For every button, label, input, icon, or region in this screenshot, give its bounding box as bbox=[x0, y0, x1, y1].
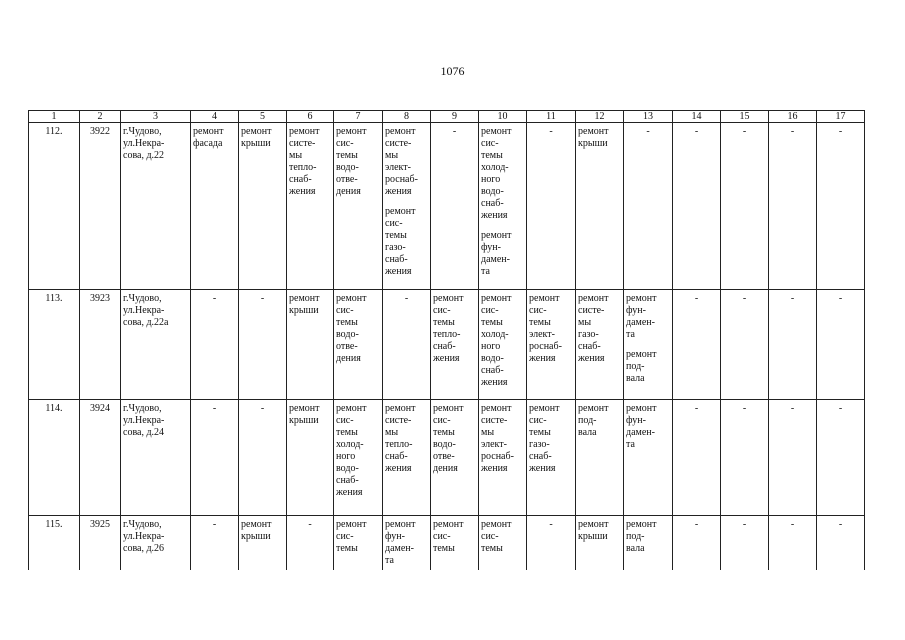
empty-work-cell bbox=[769, 400, 817, 516]
cell-text-line: темы bbox=[336, 427, 358, 438]
cell-text-line: темы bbox=[529, 427, 551, 438]
cell-text-line: сис- bbox=[481, 138, 499, 149]
cell-text-line: газо- bbox=[578, 329, 599, 340]
empty-work-cell bbox=[817, 516, 865, 571]
cell-text-line: сис- bbox=[336, 138, 354, 149]
cell-text-line: - bbox=[694, 403, 699, 414]
empty-work-cell bbox=[673, 123, 721, 290]
work-type-cell bbox=[527, 290, 576, 400]
column-number-cell: 7 bbox=[334, 111, 383, 123]
cell-text-line: водо- bbox=[481, 353, 504, 364]
cell-text-line: ремонт bbox=[626, 519, 657, 530]
cell-text-line: водо- bbox=[336, 329, 359, 340]
empty-work-cell bbox=[624, 123, 673, 290]
column-number-cell: 4 bbox=[191, 111, 239, 123]
cell-text-line: темы bbox=[481, 150, 503, 161]
cell-text-line: ул.Некра- bbox=[123, 138, 165, 149]
cell-text-line: мы bbox=[385, 427, 399, 438]
table-row bbox=[29, 290, 865, 400]
work-type-cell bbox=[334, 290, 383, 400]
work-type-cell bbox=[527, 400, 576, 516]
cell-text-line: водо- bbox=[336, 162, 359, 173]
column-number-cell: 15 bbox=[721, 111, 769, 123]
empty-work-cell bbox=[721, 516, 769, 571]
cell-text-line: - bbox=[646, 126, 650, 137]
cell-text-line: холод- bbox=[481, 162, 509, 173]
cell-text-line: элект- bbox=[481, 439, 507, 450]
cell-text-line: - bbox=[212, 293, 217, 304]
cell-text-line: дения bbox=[433, 463, 458, 474]
work-type-cell bbox=[287, 400, 334, 516]
cell-text-line: - bbox=[742, 519, 747, 530]
work-type-cell bbox=[431, 400, 479, 516]
cell-text-line: мы bbox=[385, 150, 399, 161]
address-cell bbox=[121, 290, 191, 400]
cell-text-line: снаб- bbox=[433, 341, 456, 352]
cell-text-line: крыши bbox=[578, 138, 608, 149]
cell-text-line: ремонт bbox=[578, 519, 609, 530]
address-cell bbox=[121, 400, 191, 516]
cell-text-line: систе- bbox=[385, 415, 412, 426]
cell-text-line: жения bbox=[289, 186, 316, 197]
cell-text-line: сис- bbox=[481, 531, 499, 542]
cell-text-line: ремонт bbox=[336, 519, 367, 530]
page-number: 1076 bbox=[440, 64, 465, 78]
cell-text-line: снаб- bbox=[578, 341, 601, 352]
cell-text-line: фун- bbox=[481, 242, 501, 253]
work-type-cell bbox=[383, 123, 431, 290]
empty-work-cell bbox=[817, 123, 865, 290]
cell-text-line: - bbox=[742, 126, 747, 137]
cell-text-line: ул.Некра- bbox=[123, 531, 165, 542]
empty-work-cell bbox=[191, 516, 239, 571]
cell-text-line: ремонт bbox=[385, 206, 416, 217]
work-type-cell bbox=[576, 123, 624, 290]
cell-text-line: элект- bbox=[529, 329, 555, 340]
address-cell bbox=[121, 516, 191, 571]
cell-text-line: вала bbox=[578, 427, 597, 438]
cell-text-line: под- bbox=[626, 531, 645, 542]
work-type-cell bbox=[624, 400, 673, 516]
cell-text-line: жения bbox=[529, 353, 556, 364]
table-row bbox=[29, 400, 865, 516]
cell-text-line: сис- bbox=[336, 305, 354, 316]
cell-text-line: роснаб- bbox=[481, 451, 514, 462]
work-type-cell bbox=[431, 290, 479, 400]
empty-work-cell bbox=[287, 516, 334, 571]
cell-text-line: - bbox=[212, 519, 217, 530]
cell-text-line: снаб- bbox=[289, 174, 312, 185]
cell-text-line: снаб- bbox=[481, 198, 504, 209]
cell-text-line: крыши bbox=[578, 531, 608, 542]
cell-text-line: ремонт bbox=[529, 293, 560, 304]
cell-text-line: - bbox=[212, 403, 217, 414]
work-type-cell bbox=[576, 400, 624, 516]
cell-text-line: снаб- bbox=[481, 365, 504, 376]
cell-text-line: ного bbox=[481, 341, 501, 352]
cell-text-line: ремонт bbox=[626, 349, 657, 360]
cell-text-line: ремонт bbox=[385, 126, 416, 137]
empty-work-cell bbox=[673, 400, 721, 516]
cell-text-line: отве- bbox=[336, 341, 358, 352]
cell-text-line: г.Чудово, bbox=[123, 403, 162, 414]
cell-text-line: сис- bbox=[529, 305, 547, 316]
cell-text-line: ремонт bbox=[578, 126, 609, 137]
cell-text-line: - bbox=[790, 126, 795, 137]
cell-text-line: - bbox=[404, 293, 409, 304]
cell-text-line: ремонт bbox=[481, 519, 512, 530]
cell-text-line: - bbox=[549, 519, 553, 530]
cell-text-line: жения bbox=[481, 210, 508, 221]
cell-text-line: - bbox=[838, 519, 843, 530]
cell-text-line: систе- bbox=[385, 138, 412, 149]
work-type-cell bbox=[191, 123, 239, 290]
cell-text-line: жения bbox=[336, 487, 363, 498]
row-number-cell: 114. bbox=[29, 400, 80, 516]
cell-text-line: ул.Некра- bbox=[123, 305, 165, 316]
cell-text-line: ного bbox=[481, 174, 501, 185]
cell-text-line: - bbox=[838, 403, 843, 414]
cell-spacer bbox=[385, 198, 428, 206]
table-row bbox=[29, 123, 865, 290]
work-type-cell bbox=[334, 400, 383, 516]
empty-work-cell bbox=[721, 123, 769, 290]
cell-text-line: крыши bbox=[289, 305, 319, 316]
cell-text-line: ремонт bbox=[385, 403, 416, 414]
cell-text-line: темы bbox=[336, 150, 358, 161]
work-type-cell bbox=[576, 290, 624, 400]
cell-text-line: жения bbox=[433, 353, 460, 364]
cell-text-line: сова, д.26 bbox=[123, 543, 165, 554]
column-number-cell: 8 bbox=[383, 111, 431, 123]
column-number-cell: 14 bbox=[673, 111, 721, 123]
cell-text-line: - bbox=[742, 293, 747, 304]
cell-text-line: сис- bbox=[433, 531, 451, 542]
cell-text-line: систе- bbox=[578, 305, 605, 316]
cell-text-line: роснаб- bbox=[385, 174, 418, 185]
cell-text-line: темы bbox=[481, 317, 503, 328]
cell-text-line: водо- bbox=[433, 439, 456, 450]
cell-text-line: под- bbox=[578, 415, 597, 426]
cell-text-line: ремонт bbox=[241, 126, 272, 137]
cell-text-line: темы bbox=[385, 230, 407, 241]
cell-text-line: та bbox=[626, 329, 635, 340]
cell-text-line: темы bbox=[433, 543, 455, 554]
cell-text-line: фасада bbox=[193, 138, 223, 149]
cell-text-line: сис- bbox=[336, 531, 354, 542]
cell-text-line: ремонт bbox=[578, 293, 609, 304]
cell-text-line: мы bbox=[578, 317, 592, 328]
empty-work-cell bbox=[191, 290, 239, 400]
cell-text-line: - bbox=[308, 519, 312, 530]
table-row bbox=[29, 516, 865, 571]
cell-text-line: - bbox=[694, 519, 699, 530]
cell-text-line: дамен- bbox=[385, 543, 414, 554]
cell-text-line: - bbox=[838, 293, 843, 304]
cell-text-line: та bbox=[385, 555, 394, 566]
cell-text-line: - bbox=[790, 519, 795, 530]
cell-text-line: ремонт bbox=[241, 519, 272, 530]
work-type-cell bbox=[479, 400, 527, 516]
empty-work-cell bbox=[769, 516, 817, 571]
cell-text-line: ремонт bbox=[433, 293, 464, 304]
object-id-cell: 3924 bbox=[80, 400, 121, 516]
empty-work-cell bbox=[721, 290, 769, 400]
work-type-cell bbox=[479, 123, 527, 290]
work-type-cell bbox=[479, 516, 527, 571]
work-type-cell bbox=[383, 400, 431, 516]
empty-work-cell bbox=[769, 290, 817, 400]
cell-text-line: ремонт bbox=[626, 403, 657, 414]
cell-text-line: сис- bbox=[433, 415, 451, 426]
cell-text-line: жения bbox=[385, 186, 412, 197]
cell-text-line: сова, д.22а bbox=[123, 317, 169, 328]
cell-text-line: ремонт bbox=[481, 293, 512, 304]
work-type-cell bbox=[334, 516, 383, 571]
cell-text-line: г.Чудово, bbox=[123, 293, 162, 304]
cell-text-line: водо- bbox=[336, 463, 359, 474]
column-number-cell: 1 bbox=[29, 111, 80, 123]
cell-text-line: сис- bbox=[529, 415, 547, 426]
cell-text-line: ремонт bbox=[481, 403, 512, 414]
column-number-cell: 16 bbox=[769, 111, 817, 123]
work-type-cell bbox=[239, 516, 287, 571]
cell-text-line: ремонт bbox=[336, 126, 367, 137]
cell-text-line: жения bbox=[578, 353, 605, 364]
cell-text-line: - bbox=[742, 403, 747, 414]
address-cell bbox=[121, 123, 191, 290]
work-type-cell bbox=[624, 516, 673, 571]
cell-text-line: сова, д.24 bbox=[123, 427, 165, 438]
cell-spacer bbox=[626, 341, 670, 349]
empty-work-cell bbox=[721, 400, 769, 516]
cell-text-line: тепло- bbox=[433, 329, 461, 340]
cell-text-line: сис- bbox=[385, 218, 403, 229]
cell-text-line: снаб- bbox=[336, 475, 359, 486]
cell-text-line: тепло- bbox=[289, 162, 317, 173]
row-number-cell: 112. bbox=[29, 123, 80, 290]
empty-work-cell bbox=[431, 123, 479, 290]
column-number-cell: 9 bbox=[431, 111, 479, 123]
cell-text-line: роснаб- bbox=[529, 341, 562, 352]
cell-text-line: жения bbox=[481, 463, 508, 474]
cell-text-line: сис- bbox=[481, 305, 499, 316]
cell-text-line: - bbox=[694, 126, 699, 137]
cell-text-line: дамен- bbox=[626, 427, 655, 438]
cell-text-line: фун- bbox=[385, 531, 405, 542]
repair-schedule-table bbox=[28, 110, 865, 570]
cell-text-line: темы bbox=[336, 543, 358, 554]
row-number-cell: 113. bbox=[29, 290, 80, 400]
work-type-cell bbox=[624, 290, 673, 400]
cell-text-line: сова, д.22 bbox=[123, 150, 165, 161]
cell-text-line: мы bbox=[289, 150, 303, 161]
cell-text-line: снаб- bbox=[385, 451, 408, 462]
cell-text-line: ремонт bbox=[481, 230, 512, 241]
column-number-cell: 17 bbox=[817, 111, 865, 123]
column-number-header bbox=[29, 111, 865, 123]
cell-text-line: жения bbox=[529, 463, 556, 474]
cell-text-line: ул.Некра- bbox=[123, 415, 165, 426]
cell-text-line: систе- bbox=[289, 138, 316, 149]
work-type-cell bbox=[479, 290, 527, 400]
cell-text-line: ремонт bbox=[529, 403, 560, 414]
cell-text-line: ремонт bbox=[626, 293, 657, 304]
cell-text-line: ремонт bbox=[578, 403, 609, 414]
cell-text-line: газо- bbox=[385, 242, 406, 253]
empty-work-cell bbox=[527, 516, 576, 571]
cell-text-line: дения bbox=[336, 353, 361, 364]
cell-text-line: ремонт bbox=[481, 126, 512, 137]
cell-text-line: мы bbox=[481, 427, 495, 438]
cell-text-line: крыши bbox=[289, 415, 319, 426]
column-number-cell: 5 bbox=[239, 111, 287, 123]
object-id-cell: 3922 bbox=[80, 123, 121, 290]
empty-work-cell bbox=[383, 290, 431, 400]
cell-text-line: элект- bbox=[385, 162, 411, 173]
column-number-cell: 11 bbox=[527, 111, 576, 123]
object-id-cell: 3925 bbox=[80, 516, 121, 571]
object-id-cell: 3923 bbox=[80, 290, 121, 400]
work-type-cell bbox=[239, 123, 287, 290]
cell-text-line: вала bbox=[626, 543, 645, 554]
column-number-cell: 2 bbox=[80, 111, 121, 123]
cell-text-line: - bbox=[790, 293, 795, 304]
work-type-cell bbox=[287, 123, 334, 290]
cell-text-line: жения bbox=[385, 266, 412, 277]
cell-text-line: ного bbox=[336, 451, 356, 462]
empty-work-cell bbox=[673, 290, 721, 400]
empty-work-cell bbox=[239, 290, 287, 400]
cell-text-line: темы bbox=[433, 317, 455, 328]
cell-text-line: ремонт bbox=[336, 293, 367, 304]
cell-text-line: - bbox=[260, 293, 265, 304]
work-type-cell bbox=[334, 123, 383, 290]
cell-text-line: ремонт bbox=[433, 519, 464, 530]
row-number-cell: 115. bbox=[29, 516, 80, 571]
cell-text-line: г.Чудово, bbox=[123, 519, 162, 530]
cell-text-line: ремонт bbox=[193, 126, 224, 137]
cell-text-line: фун- bbox=[626, 305, 646, 316]
cell-text-line: сис- bbox=[336, 415, 354, 426]
work-type-cell bbox=[431, 516, 479, 571]
column-number-cell: 3 bbox=[121, 111, 191, 123]
cell-text-line: крыши bbox=[241, 531, 271, 542]
cell-spacer bbox=[481, 222, 524, 230]
cell-text-line: отве- bbox=[433, 451, 455, 462]
cell-text-line: - bbox=[260, 403, 265, 414]
cell-text-line: темы bbox=[336, 317, 358, 328]
cell-text-line: жения bbox=[481, 377, 508, 388]
cell-text-line: ремонт bbox=[289, 126, 320, 137]
cell-text-line: снаб- bbox=[529, 451, 552, 462]
empty-work-cell bbox=[239, 400, 287, 516]
column-number-cell: 12 bbox=[576, 111, 624, 123]
cell-text-line: дамен- bbox=[481, 254, 510, 265]
cell-text-line: дения bbox=[336, 186, 361, 197]
cell-text-line: холод- bbox=[336, 439, 364, 450]
cell-text-line: ремонт bbox=[385, 519, 416, 530]
work-type-cell bbox=[287, 290, 334, 400]
cell-text-line: под- bbox=[626, 361, 645, 372]
cell-text-line: темы bbox=[481, 543, 503, 554]
cell-text-line: вала bbox=[626, 373, 645, 384]
cell-text-line: крыши bbox=[241, 138, 271, 149]
cell-text-line: ремонт bbox=[289, 403, 320, 414]
cell-text-line: - bbox=[838, 126, 843, 137]
cell-text-line: жения bbox=[385, 463, 412, 474]
cell-text-line: систе- bbox=[481, 415, 508, 426]
cell-text-line: та bbox=[481, 266, 490, 277]
cell-text-line: г.Чудово, bbox=[123, 126, 162, 137]
cell-text-line: та bbox=[626, 439, 635, 450]
column-number-cell: 13 bbox=[624, 111, 673, 123]
empty-work-cell bbox=[769, 123, 817, 290]
cell-text-line: снаб- bbox=[385, 254, 408, 265]
column-number-cell: 6 bbox=[287, 111, 334, 123]
empty-work-cell bbox=[527, 123, 576, 290]
cell-text-line: тепло- bbox=[385, 439, 413, 450]
cell-text-line: - bbox=[549, 126, 553, 137]
cell-text-line: ремонт bbox=[289, 293, 320, 304]
cell-text-line: - bbox=[694, 293, 699, 304]
cell-text-line: - bbox=[790, 403, 795, 414]
empty-work-cell bbox=[191, 400, 239, 516]
work-type-cell bbox=[576, 516, 624, 571]
work-type-cell bbox=[383, 516, 431, 571]
empty-work-cell bbox=[817, 400, 865, 516]
empty-work-cell bbox=[673, 516, 721, 571]
cell-text-line: ремонт bbox=[433, 403, 464, 414]
cell-text-line: сис- bbox=[433, 305, 451, 316]
cell-text-line: холод- bbox=[481, 329, 509, 340]
cell-text-line: газо- bbox=[529, 439, 550, 450]
cell-text-line: - bbox=[452, 126, 457, 137]
cell-text-line: темы bbox=[433, 427, 455, 438]
cell-text-line: водо- bbox=[481, 186, 504, 197]
column-number-cell: 10 bbox=[479, 111, 527, 123]
cell-text-line: фун- bbox=[626, 415, 646, 426]
cell-text-line: ремонт bbox=[336, 403, 367, 414]
cell-text-line: отве- bbox=[336, 174, 358, 185]
cell-text-line: дамен- bbox=[626, 317, 655, 328]
empty-work-cell bbox=[817, 290, 865, 400]
cell-text-line: темы bbox=[529, 317, 551, 328]
